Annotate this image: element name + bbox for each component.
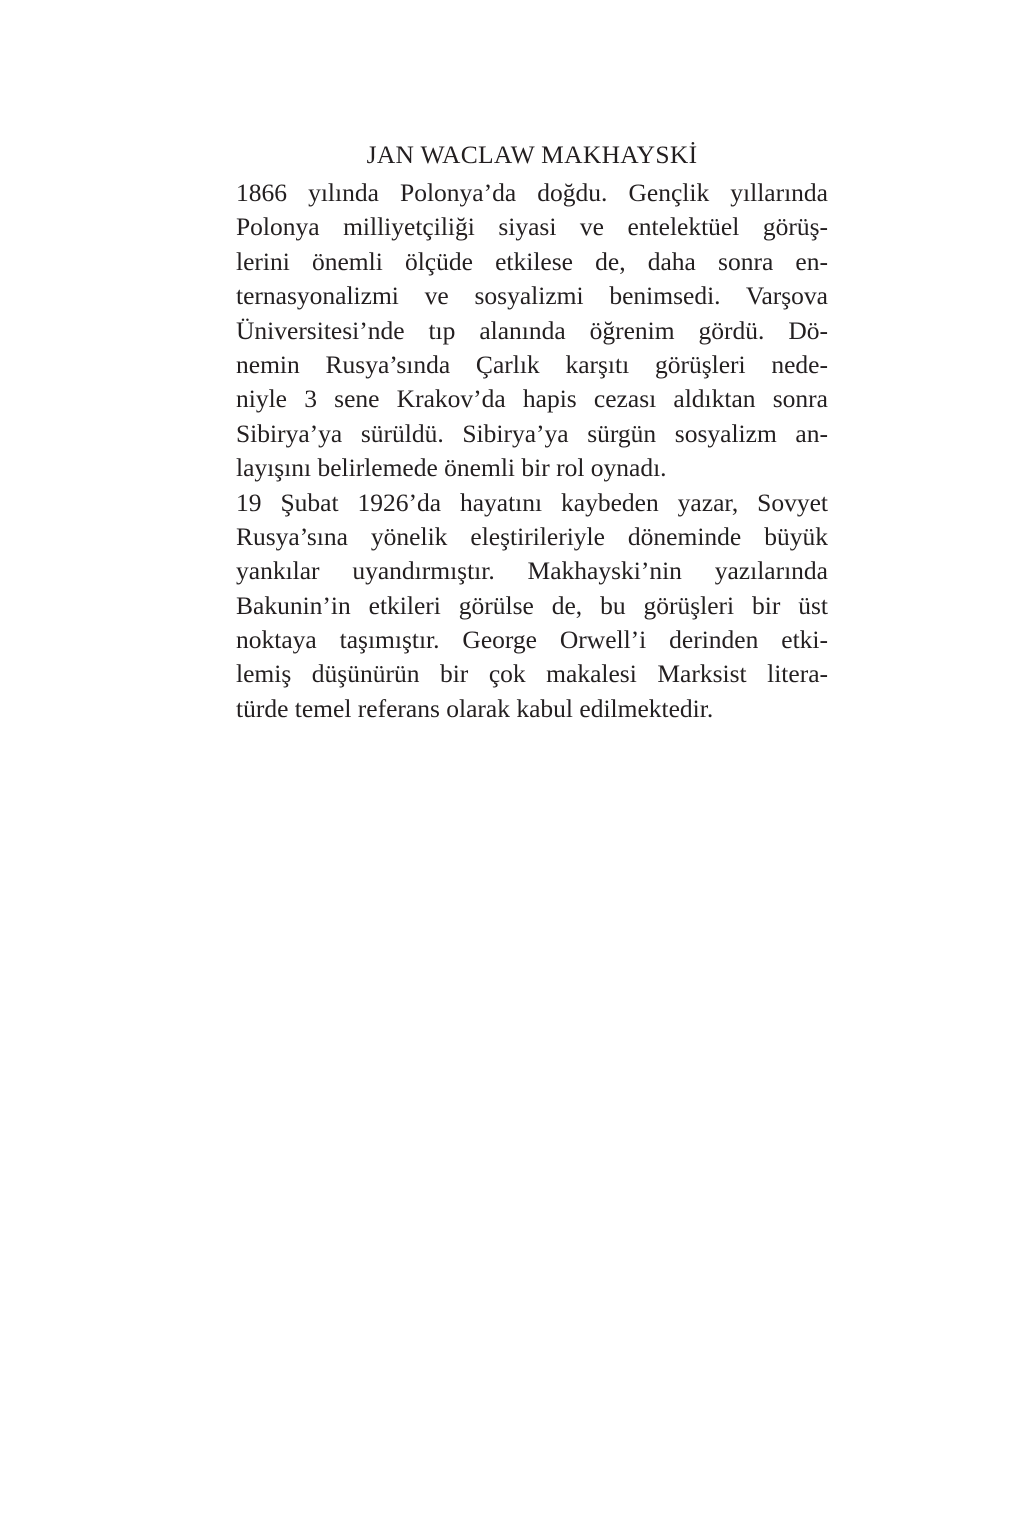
text-line: Bakunin’in etkileri görülse de, bu görüşleri bir üst [236,590,828,620]
text-line: 19 Şubat 1926’da hayatını kaybeden yazar, Sovyet [236,487,828,517]
text-line: noktaya taşımıştır. George Orwell’i derinden etki- [236,625,828,655]
bio-paragraph-2 [236,486,828,727]
text-line: yankılar uyandırmıştır. Makhayski’nin yazılarında [236,556,828,586]
text-line: nemin Rusya’sında Çarlık karşıtı görüşleri nede- [236,349,828,379]
text-line: 1866 yılında Polonya’da doğdu. Gençlik yıllarında [236,178,828,207]
bio-paragraph-1 [236,176,828,486]
text-line: lerini önemli ölçüde etkilese de, daha sonra en- [236,246,828,276]
text-line: niyle 3 sene Krakov’da hapis cezası aldıktan sonra [236,384,828,414]
text-line: lemiş düşünürün bir çok makalesi Marksist litera- [236,659,828,689]
text-line: layışını belirlemede önemli bir rol oynadı. [236,453,667,483]
text-line: Rusya’sına yönelik eleştirileriyle döneminde büyük [236,521,828,551]
text-line: Üniversitesi’nde tıp alanında öğrenim gördü. Dö- [236,315,828,345]
author-name-heading: JAN WACLAW MAKHAYSKİ [366,140,698,169]
text-line: ternasyonalizmi ve sosyalizmi benimsedi. Varşova [236,281,828,311]
text-line: türde temel referans olarak kabul edilmektedir. [236,693,714,723]
text-line: Sibirya’ya sürüldü. Sibirya’ya sürgün sosyalizm an- [236,418,828,448]
text-line: Polonya milliyetçiliği siyasi ve entelektüel görüş- [236,212,828,242]
author-bio-block [236,134,828,726]
